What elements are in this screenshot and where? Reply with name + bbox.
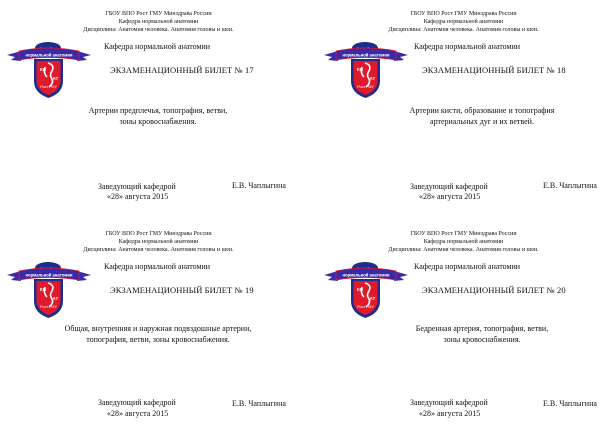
signature-date: «28» августа 2015 xyxy=(419,192,481,201)
emblem-bottom-text: Рост ГМУ xyxy=(40,305,57,309)
ticket-header xyxy=(5,10,312,34)
question-line: зоны кровоснабжения. xyxy=(443,335,521,344)
signature-name: Е.В. Чаплыгина xyxy=(232,399,286,408)
signature-date: «28» августа 2015 xyxy=(107,409,169,418)
question-line: топография, ветви, зоны кровоснабжения. xyxy=(86,335,230,344)
ticket-header xyxy=(5,230,312,254)
department-emblem-icon xyxy=(324,261,408,319)
signature-name: Е.В. Чаплыгина xyxy=(232,181,286,190)
ticket-title: ЭКЗАМЕНАЦИОННЫЙ БИЛЕТ № 19 xyxy=(110,285,254,295)
question-line: Артерии предплечья, топография, ветви, xyxy=(88,106,228,115)
ticket-title: ЭКЗАМЕНАЦИОННЫЙ БИЛЕТ № 17 xyxy=(110,65,254,75)
emblem-right-letters: АТ xyxy=(369,76,376,81)
emblem-left-letters: КН xyxy=(40,287,46,292)
question-line: Общая, внутренняя и наружная подвздошные артерии, xyxy=(64,324,252,333)
header-department: Кафедра нормальной анатомии xyxy=(118,19,199,25)
exam-ticket-18 xyxy=(310,0,615,214)
exam-ticket-19 xyxy=(0,220,307,434)
question-line: Бедренная артерия, топография, ветви, xyxy=(415,324,549,333)
ticket-title: ЭКЗАМЕНАЦИОННЫЙ БИЛЕТ № 18 xyxy=(422,65,566,75)
emblem-right-letters: АТ xyxy=(369,296,376,301)
ticket-title: ЭКЗАМЕНАЦИОННЫЙ БИЛЕТ № 20 xyxy=(422,285,566,295)
header-org: ГБОУ ВПО Рост ГМУ Минздрава России xyxy=(105,11,212,17)
ticket-question xyxy=(40,323,276,345)
question-line: зоны кровоснабжения. xyxy=(119,117,197,126)
signature-role: Заведующий кафедрой xyxy=(410,398,488,407)
question-line: артериальных дуг и их ветвей. xyxy=(430,117,534,126)
signature-role: Заведующий кафедрой xyxy=(98,398,176,407)
emblem-left-letters: КН xyxy=(357,287,363,292)
header-department: Кафедра нормальной анатомии xyxy=(118,239,199,245)
emblem-banner-text: нормальной анатомии xyxy=(25,272,73,278)
department-label: Кафедра нормальной анатомии xyxy=(104,262,211,271)
department-label: Кафедра нормальной анатомии xyxy=(414,42,521,51)
ticket-question xyxy=(40,105,276,127)
header-department: Кафедра нормальной анатомии xyxy=(423,239,504,245)
exam-ticket-17 xyxy=(0,0,307,214)
emblem-banner-text: нормальной анатомии xyxy=(342,52,390,58)
emblem-bottom-text: Рост ГМУ xyxy=(357,305,374,309)
emblem-bottom-text: Рост ГМУ xyxy=(40,85,57,89)
header-org: ГБОУ ВПО Рост ГМУ Минздрава России xyxy=(105,231,212,237)
department-label: Кафедра нормальной анатомии xyxy=(414,262,521,271)
emblem-right-letters: АТ xyxy=(52,76,59,81)
ticket-header xyxy=(310,10,615,34)
ticket-header xyxy=(310,230,615,254)
department-emblem-icon xyxy=(324,41,408,99)
signature-date: «28» августа 2015 xyxy=(419,409,481,418)
header-discipline: Дисциплина: Анатомия человека. Анатомия головы и шеи. xyxy=(388,247,539,253)
ticket-question xyxy=(364,323,600,345)
signature-role: Заведующий кафедрой xyxy=(410,182,488,191)
header-org: ГБОУ ВПО Рост ГМУ Минздрава России xyxy=(410,231,517,237)
header-discipline: Дисциплина: Анатомия человека. Анатомия головы и шеи. xyxy=(83,247,234,253)
header-discipline: Дисциплина: Анатомия человека. Анатомия головы и шеи. xyxy=(83,27,234,33)
emblem-banner-text: нормальной анатомии xyxy=(25,52,73,58)
emblem-banner-text: нормальной анатомии xyxy=(342,272,390,278)
signature-date: «28» августа 2015 xyxy=(107,192,169,201)
header-org: ГБОУ ВПО Рост ГМУ Минздрава России xyxy=(410,11,517,17)
signature-name: Е.В. Чаплыгина xyxy=(543,399,597,408)
department-emblem-icon xyxy=(7,261,91,319)
department-label: Кафедра нормальной анатомии xyxy=(104,42,211,51)
ticket-question xyxy=(364,105,600,127)
department-emblem-icon xyxy=(7,41,91,99)
signature-name: Е.В. Чаплыгина xyxy=(543,181,597,190)
header-department: Кафедра нормальной анатомии xyxy=(423,19,504,25)
question-line: Артерии кисти, образование и топография xyxy=(409,106,555,115)
emblem-right-letters: АТ xyxy=(52,296,59,301)
emblem-bottom-text: Рост ГМУ xyxy=(357,85,374,89)
emblem-left-letters: КН xyxy=(40,67,46,72)
exam-ticket-20 xyxy=(310,220,615,434)
emblem-left-letters: КН xyxy=(357,67,363,72)
signature-role: Заведующий кафедрой xyxy=(98,182,176,191)
header-discipline: Дисциплина: Анатомия человека. Анатомия головы и шеи. xyxy=(388,27,539,33)
